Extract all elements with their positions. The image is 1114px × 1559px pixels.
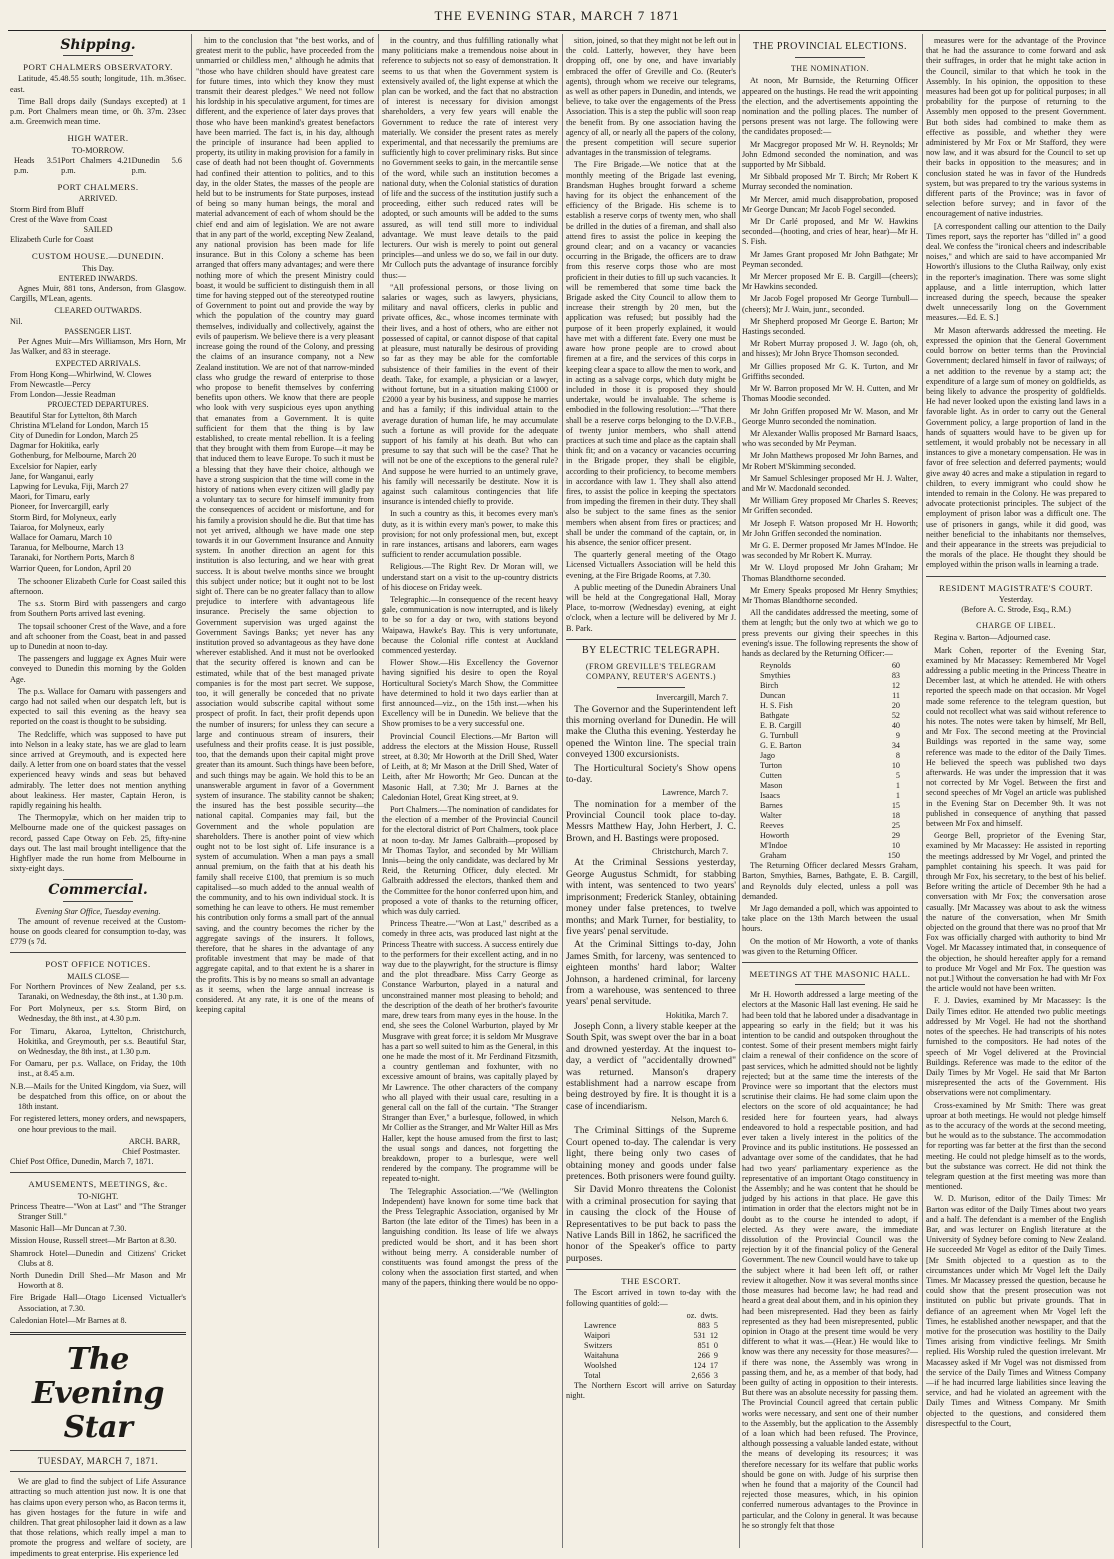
poll-row-value: 1 [895,791,900,801]
mail-item: For Northern Provinces of New Zealand, per s.s. Taranaki, on Wednesday, the 8th inst., at 1.30 p.m. [10,981,186,1002]
poll-row-label: Turton [760,761,782,771]
dateline: TUESDAY, MARCH 7, 1871. [37,1455,159,1466]
post-office-place: Chief Post Office, Dunedin, March 7, 1871. [10,1157,154,1167]
poll-row-label: Graham [760,851,787,861]
shipping-paragraph: The schooner Elizabeth Curle for Coast sailed this afternoon. [10,576,186,596]
port-chalmers-heading: PORT CHALMERS. [57,182,139,193]
sailed-item: Elizabeth Curle for Coast [10,235,94,245]
escort-row-label: Switzers [584,1340,613,1350]
amusements-list [10,1202,186,1326]
escort-total-row [566,1371,736,1381]
departure-item: Gothenburg, for Melbourne, March 20 [10,451,137,461]
amusement-item: Shamrock Hotel—Dunedin and Citizens' Cricket Clubs at 8. [10,1248,186,1268]
escort-total-dwts: 3 [713,1370,718,1380]
shipping-paragraph: The s.s. Storm Bird with passengers and cargo from Southern Ports arrived last evening. [10,599,186,619]
nomination-paragraph: Mr W. Barron proposed Mr W. H. Cutten, and Mr Thomas Moodie seconded. [742,384,918,404]
court-report [926,633,1106,1429]
poll-row-value: 18 [891,811,900,821]
poll-row-label: Cutten [760,771,782,781]
departure-item: Lapwing for Levuka, Fiji, March 27 [10,481,129,491]
departure-item: Pioneer, for Invercargill, early [10,502,109,512]
this-day-label: This Day. [82,263,114,273]
telegram-text: The Criminal Sittings of the Supreme Court opened to-day. The calendar is very light, there being only two cases of obtaining money and goods under false pretences. Both prisoners were found guilty. [566,1125,736,1183]
mails-list [10,982,186,1135]
column-divider [739,34,740,1548]
poll-row-value: 60 [891,661,900,671]
amusement-item: Mission House, Russell street—Mr Barton at 8.30. [10,1236,177,1246]
poll-row [742,771,918,781]
shipping-heading: Shipping. [60,37,136,53]
mails-close-label: MAILS CLOSE— [67,971,129,981]
column-divider [562,34,563,1548]
tide-dunedin: Dunedin 5.6 p.m. [131,155,182,176]
escort-row-value: 266 [697,1350,710,1360]
poll-row [742,681,918,691]
telegram-text: At the Criminal Sittings to-day, John James Smith, for larceny, was sentenced to eighteen months' hard labor; Walter Johnson, a hardened criminal, for larceny from a warehouse, was sentenced to three years' penal servitude. [566,939,736,1008]
nomination-paragraph: Mr Dr Carlé proposed, and Mr W. Hawkins seconded—(hooting, and cries of hear, hear)—Mr H. S. Fish. [742,217,918,247]
telegram-dateline: Hokitika, March 7. [665,1010,728,1020]
amusement-item: Masonic Hall—Mr Duncan at 7.30. [10,1224,127,1234]
poll-row-value: 8 [895,751,900,761]
amusement-item: Fire Brigade Hall—Otago Licensed Victualler's Association, at 7.30. [10,1293,186,1313]
poll-row [742,711,918,721]
news-paragraph: The quarterly general meeting of the Otago Licensed Victuallers Association will be held this evening, at the Fire Brigade Rooms, at 7.30. [566,550,736,580]
telegram-dateline: Lawrence, March 7. [662,788,728,798]
column-shipping [10,36,186,1558]
departure-item: Jane, for Wanganui, early [10,471,94,481]
departure-item: Storm Bird, for Molyneux, early [10,512,117,522]
departure-item: Taiaroa, for Molyneux, early [10,522,105,532]
escort-heading: THE ESCORT. [621,1276,681,1287]
shipping-paragraph: The Redcliffe, which was supposed to have put into Nelson in a leaky state, has we are glad to learn since arrived at Greymouth, and is expected here daily. A letter from one on board states that the vessel experienced heavy winds and seas but behaved admirably. The letter does not mention anything about leakiness. Her master, Captain Heron, is rapidly regaining his health. [10,729,186,811]
postmaster-name: ARCH. BARR, [128,1136,180,1146]
page-masthead: THE EVENING STAR, MARCH 7 1871 [434,8,680,23]
poll-row [742,741,918,751]
poll-row-label: Jago [760,751,776,761]
passenger-label: PASSENGER LIST. [64,326,132,336]
court-paragraph: Cross-examined by Mr Smith: There was great uproar at both meetings. He would not pledge himself as to the accuracy of the words at the second meeting, but he would as to the substance. The accommodation for reporting was far better at the first than the second meeting. He could not pledge himself as to the words, but the substance was correct. He did not think the telegram question at the first meeting was more than mentioned. [926,1100,1106,1192]
entered-label: ENTERED INWARDS. [58,273,138,283]
passenger-text: Per Agnes Muir—Mrs Williamson, Mrs Horn, Mr Jas Walker, and 83 in steerage. [10,337,186,357]
escort-total-label: Total [584,1370,601,1380]
departure-item: Taranaki, for Northern Ports, March 8 [10,553,135,563]
news-paragraph: In such a country as this, it becomes every man's duty, as it is within every man's power, to make this provision; for not only professional men, but, except in rare instances, artisans and laborers, earn wages sufficient to render accumulation possible. [382,509,558,560]
nomination-paragraph: Mr Alexander Wallis proposed Mr Barnard Isaacs, who was seconded by Mr Peyman. [742,428,918,449]
departure-item: Excelsior for Napier, early [10,461,97,471]
nomination-paragraph: Mr Macgregor proposed Mr W. H. Reynolds; Mr John Edmond seconded the nomination, and was supported by Mr Sibbald. [742,139,918,170]
high-water-heading: HIGH WATER. [67,133,129,144]
telegram-text: At the Criminal Sessions yesterday, George Augustus Schmidt, for stabbing with intent, was sentenced to two years' imprisonment; Frederick Stanley, obtaining money under false pretences, to twelve months; and Mark Turner, for bestiality, to five years' penal servitude. [566,857,736,937]
poll-row-label: Isaacs [760,791,781,801]
nomination-paragraph: Mr Mercer, amid much disapprobation, proposed Mr George Duncan; Mr Jacob Fogel seconded. [742,194,918,214]
amusements-heading: AMUSEMENTS, MEETINGS, &c. [28,1179,168,1190]
leader-opening: We are glad to find the subject of Life Assurance attracting so much attention just now. It is one that has claims upon every person who, as Bacon terms it, has given hostages for the future in wife and children. That great philosopher laid it down as a law that those relations, which really impel a man to promote the progress and welfare of society, are impediments to great enterprise. His experience led [10,1477,186,1558]
poll-row [742,781,918,791]
telegram-text: The nomination for a member of the Provincial Council took place to-day. Messrs Matthew Hay, John Herbert, J. C. Brown, and H. Bastings were proposed. [566,798,736,844]
shipping-paragraph: The p.s. Wallace for Oamaru with passengers and cargo had not sailed when our despatch left, but is expected to sail this evening as the heavy sea reported on the coast is thought to be subsiding. [10,686,186,727]
nomination-paragraph: Mr Samuel Schlesinger proposed Mr H. J. Walter, and Mr W. Macdonald seconded. [742,473,918,493]
masonic-paragraph: Mr H. Howorth addressed a large meeting of the electors at the Masonic Hall last evening. He said he had been told that he labored under a disadvantage in appearing so early in the field; but it was his intention to be candid and outspoken throughout the contest. Some of their present members might fairly claim a renewal of their confidence on the score of past services, which he admitted should not be lightly rejected; but at the same time the interests of the Province were so important that the electors must scrutinise their claims. He had some claim upon the electors on the score of old acquaintance; he had resided here for fourteen years, had always endeavored to hold a respectable position, and had ever taken a lively interest in the politics of the Province and its public institutions. He possessed an advantage over some of the candidates, that he had had two years' parliamentary experience as the representative of an important Otago constituency in the Assembly; and he was content that he should be judged by his actions in that place. He gave this intimation in order that the electors might not be in doubt as to the course he intended to adopt, if elected. As they were aware, the immediate dissolution of the Provincial Council was the rejection by it of the financial policy of the General Government. The new Council would have to take up the subject where it had been left off, or rather review it altogether. Now it was several months since those measures had become law; he had read and heard a great deal about them, and in his opinion they had been misrepresented. Had they been as fairly represented as they had been misrepresented, public opinion in Otago at the present time would be very different to what it was.—(Hear.) He would like to know was there any necessity for those measures?—if there was none, the Assembly was wrong in passing them, and he, as a member of that body, had been guilty of acting in opposition to their interests. But there was an absolute necessity for passing them. The Provincial Council agreed that certain public works were necessary, and sent one of their number to the Assembly, but the application to the Assembly of a loan which had been refused. The Province, although possessing a valuable landed estate, without the means of developing its resources; it was therefore necessary for its welfare that public works should be gone on with. Judge of his surprise then when he found that a majority of the Council had rejected those measures, which, in his opinion conferred numerous advantages to the Province in particular, and the Colony in general. It was because he so strongly felt that those [742,990,918,1530]
expected-label: EXPECTED ARRIVALS. [55,359,141,369]
poll-row [742,791,918,801]
tide-port: Port Chalmers 4.21 p.m. [61,155,132,176]
poll-row-label: M'Indoe [760,841,788,851]
escort-table [566,1321,736,1371]
escort-row-value2: 17 [709,1360,718,1370]
nomination-paragraph: Mr Emery Speaks proposed Mr Henry Smythies; Mr Thomas Blandthorne seconded. [742,585,918,605]
cleared-label: CLEARED OUTWARDS. [54,306,142,316]
poll-row [742,691,918,701]
elections-heading: THE PROVINCIAL ELECTIONS. [752,41,908,52]
poll-row [742,671,918,681]
local-news-list [382,36,558,1289]
meeting-continued [926,36,1106,571]
court-paragraph: W. D. Murison, editor of the Daily Times: Mr Barton was editor of the Daily Times about two years and a half. The defendant is a member of the English Bar, and was lecturer on English literature at the University of Sydney before coming to New Zealand. He succeeded Mr Vogel as editor of the Daily Times. [Mr Smith objected to a question as to the circumstances under which Mr Vogel left the Daily Times. Mr Macassey pressed the question, because he could show that the present prosecution was not instituted on public but private grounds. That in defiance of an agreement when Mr Vogel left the Times, he established another newspaper, and that the motive for the prosecution was hostility to the Daily Times arising from vindictive feelings. Mr Smith replied. His Worship ruled the question irrelevant. Mr Macassey asked if Mr Vogel was not dismissed from the service of the Daily Times and Witness Company—if he had incurred large liabilities since leaving the service, and had he violated an agreement with the Daily Times and Witness Company. Mr Smith objected to the questions, and considered them disrespectful to the Court, [926,1194,1106,1428]
poll-row-label: G. Turnbull [760,731,799,741]
escort-row-value2: 12 [709,1330,718,1340]
poll-row [742,751,918,761]
telegram-list [566,693,736,1264]
poll-row [742,801,918,811]
news-paragraph: The Fire Brigade.—We notice that at the monthly meeting of the Brigade last evening, Brandsman Hughes brought forward a scheme having for its object the enhancement of the efficiency of the Brigade. His scheme is to establish a reserve corps of twenty men, who shall be drilled in the duties of a fireman, and shall also attend fires to assist the police in keeping the ground clear; and on a vacancy or vacancies occurring in the Brigade, the officers are to draw from this reserve corps those who are most proficient in their duties to fill up such vacancies. It will be remembered that some time back the Brigade asked the City Council to allow them to increase their strength by 20 men, but the application was refused; but possibly had the purpose of it been properly explained, it would have met with a different fate. Every one must be aware how prone people are to crowd about firemen at a fire, and the services of this corps in keeping clear a space to allow the men to work, and in acting as a salvage corps, which duty might be included in those it is proposed they should undertake, would be invaluable. The scheme is embodied in the following resolution:—"That there shall be a reserve corps belonging to the D.V.F.B., of twenty junior members, who shall attend practices at such time and place as the captain shall think fit; and on a vacancy or vacancies occurring in the Brigade proper, they shall be eligible, according to their proficiency, to become members in accordance with law 1. They shall also attend fires, to assist the police in keeping the spectators from impeding the firemen in their duty. They shall also be subject to the same fines as the senior members when absent from fires or practices; and shall be under the command of the captain, or, in his absence, the senior officer present. [566,160,736,547]
escort-row-label: Waitahuna [584,1350,619,1360]
nomination-paragraph: Mr Joseph F. Watson proposed Mr H. Howorth; Mr John Griffen seconded the nomination. [742,518,918,538]
nomination-list [742,76,918,659]
masthead-rule [8,30,1106,31]
telegram-text: The Governor and the Superintendent left this morning overland for Dunedin. He will make the Clutha this evening. Yesterday he opened the Winton line. The special train conveyed 1300 excursionists. [566,703,736,761]
mail-item: For Port Molyneux, per s.s. Storm Bird, on Wednesday, the 8th inst., at 4.30 p.m. [10,1004,186,1024]
arrived-label: ARRIVED. [78,194,118,204]
news-paragraph: The Telegraphic Association.—"We (Wellington Independent) have known for some time back that the Press Telegraphic Association, organised by Mr Barton (the late editor of the Times) has been in a languishing condition. Its lease of life we always predicted would be short, and it has been short without being merry. A considerable number of constituents was found amongst the press of the colony when the association first started, and when many of the papers, thinking there would be no oppo- [382,1186,558,1288]
poll-row-value: 40 [891,721,900,731]
departure-item: Wallace for Oamaru, March 10 [10,532,112,542]
court-heading: RESIDENT MAGISTRATE'S COURT. [939,582,1093,593]
departure-item: Taranua, for Melbourne, March 13 [10,543,124,553]
nomination-paragraph: Mr G. E. Dermer proposed Mr James M'Indoe. He was seconded by Mr Robert K. Murray. [742,540,918,561]
escort-row-value2: 9 [713,1350,718,1360]
telegram-dateline: Nelson, March 6. [671,1115,728,1125]
poll-row-label: G. E. Barton [760,741,802,751]
nomination-paragraph: Mr Robert Murray proposed J. W. Jago (oh, oh, and hisses); Mr John Bryce Thomson seconded. [742,339,918,359]
poll-row [742,811,918,821]
poll-row-value: 20 [891,701,900,711]
tomorrow-label: TO-MORROW. [71,145,125,155]
poll-row-value: 34 [891,741,900,751]
poll-row-value: 52 [891,711,900,721]
news-paragraph: A public meeting of the Dunedin Abrainers Unal will be held at the Congregational Hall, Moray Place, to-morrow (Wednesday) evening, at eight o'clock, when a lecture will be delivered by Mr J. B. Park. [566,582,736,633]
poll-row-label: H. S. Fish [760,701,793,711]
nomination-paragraph: Mr Mercer proposed Mr E. B. Cargill—(cheers); Mr Hawkins seconded. [742,272,918,292]
fire-brigade-news [566,36,736,634]
escort-intro: The Escort arrived in town to-day with the following quantities of gold:— [566,1288,736,1308]
poll-row-value: 11 [892,691,900,701]
commercial-heading: Commercial. [48,882,148,899]
observatory-heading: PORT CHALMERS OBSERVATORY. [23,62,173,73]
meeting-paragraph: [A correspondent calling our attention to the Daily Times report, says the reporter has "dilled in" a good deal. We confess the "ironical cheers and indescribable noises," and which are said to have accompanied Mr Howorth's illusions to the Clutha Railway, only exist in the reporter's imagination. There was some slight applause, and a little interruption, which latter increased during the speech, because the speaker dwelt unnecessarily long on the Government measures.—Ed. E. S.] [926,221,1106,323]
expected-item: From Hong Kong—Whirlwind, W. Clowes [10,369,152,379]
nomination-paragraph: Mr James Grant proposed Mr John Bathgate; Mr Peyman seconded. [742,249,918,269]
escort-row [566,1331,736,1341]
nomination-paragraph: Mr Jacob Fogel proposed Mr George Turnbull—(cheers); Mr J. Wain, junr., seconded. [742,294,918,314]
news-paragraph: sition, joined, so that they might not be left out in the cold. Latterly, however, they have been dropping off, one by one, and have invariably embraced the offer of Greville and Co. (Reuter's agents), through whom we receive our telegrams, as well as other papers in Dunedin, and intends, we believe, to take over the engagements of the Press Association. This is a step the public will soon reap the benefit from. By one association having the agency of all, or nearly all the papers of the colony, the present competition will secure superior advantages in the transmission of telegrams. [566,36,736,158]
poll-row-label: Barnes [760,801,783,811]
escort-note: The Northern Escort will arrive on Saturday night. [566,1380,736,1401]
poll-row-label: Reeves [760,821,784,831]
news-paragraph: Telegraphic.—In consequence of the recent heavy gale, communication is now interrupted, and is likely to be so for a day or two, with stations beyond Waipawa, Hawke's Bay. This is very unfortunate, because the Colonial rifle contest at Auckland commenced yesterday. [382,594,558,655]
newspaper-title: The Evening Star [32,1341,164,1445]
poll-row-value: 10 [891,841,900,851]
commercial-office: Evening Star Office, Tuesday evening. [35,906,161,916]
meeting-paragraph: measures were for the advantage of the Province that he had the assurance to come forward and ask their suffrages, in order that he might take action in the Council, similar to that which he took in the Assembly. In his opinion, the opposition to these measures had been got up for political purposes; in all probability for the purpose of returning to the Assembly men opposed to the present Government. But both sides had combined to make them as effective as possible, and whether they were administered by Mr Fox or Mr Stafford, they were now law, and it was absurd for the Council to set up their backs in opposition to the measures; and in conclusion stated he was in favor of the Hundreds system, but was prepared to try the various systems in different parts of the Province; was in favor of selection before survey; and in favor of the encouragement of native industries. [926,36,1106,219]
tonight-label: TO-NIGHT. [77,1191,119,1201]
departure-item: Christina M'Leland for London, March 15 [10,420,149,430]
shipping-paragraph: The Thermopylæ, which on her maiden trip to Melbourne made one of the quickest passages on record, passed Cape Otway on Feb. 25, fifty-nine days out. The last mail brought intelligence that the Highflyer made the run home from Melbourne in sixty-eight days. [10,813,186,874]
poll-row [742,701,918,711]
poll-row [742,661,918,671]
expected-item: From London—Jessie Readman [10,390,116,400]
column-local-news [382,36,558,1548]
column-divider [922,34,923,1548]
poll-row-value: 1 [895,781,900,791]
poll-row-label: Smythies [760,671,791,681]
commercial-text: The amount of revenue received at the Custom-house on goods cleared for consumption to-day, was £779 (s 7d. [10,916,186,947]
amusement-item: North Dunedin Drill Shed—Mr Mason and Mr Howorth at 8. [10,1270,186,1291]
poll-row [742,841,918,851]
telegram-text: The Horticultural Society's Show opens to-day. [566,762,736,786]
nomination-paragraph: Mr John Griffen proposed Mr W. Mason, and Mr George Munro seconded the nomination. [742,406,918,426]
escort-row-value2: 5 [713,1320,718,1330]
projected-list [10,411,186,574]
poll-row-label: Bathgate [760,711,790,721]
poll-row [742,851,918,861]
column-divider [378,34,379,1548]
meeting-paragraph: Mr Mason afterwards addressed the meeting. He expressed the opinion that the General Government could borrow on better terms than the Provincial Government; declared himself in favor of railways; of a net addition to the revenue by a stamp act; the expenditure of a large sum of money on goldfields, as being likely to advance the prosperity of goldfields. He had never looked upon the existing land laws in a favorable light. As in order to carry out the General Government policy, a large proportion of land in the hands of squatters would have to be given up for settlement, it would probably not be necessary in all instances to give a monetary compensation. He was in favor of free selection and deferred payments; would give away 40 acres and make a stipulation in regard to children, to every immigrant who could show he intended to remain in the Colony. He was prepared to advocate protectionist principles. The subject of the employment of prison labor was a difficult one. The use of prisoners in gangs, while it did good, was neither beneficial to the inhabitants nor themselves, and their appearance in the streets was prejudicial to the morals of the place. He thought they should be employed within the prison walls in learning a trade. [926,325,1106,570]
news-paragraph: Religious.—The Right Rev. Dr Moran will, we understand start on a visit to the up-country districts of his diocese on Friday week. [382,562,558,592]
charge-label: CHARGE OF LIBEL. [976,621,1056,631]
mail-item: For Timaru, Akaroa, Lyttelton, Christchurch, Hokitika, and Greymouth, per s.s. Beautiful Star, on Wednesday, the 8th inst., at 1.30 p.m. [10,1026,186,1057]
escort-row [566,1341,736,1351]
escort-units [566,1311,736,1321]
expected-list [10,370,186,401]
unit-oz: oz. [686,1310,697,1320]
poll-row-label: Howorth [760,831,790,841]
column-divider [191,34,192,1548]
escort-row-value: 883 [697,1320,710,1330]
column-elections [742,36,918,1548]
telegraph-subheading: (FROM GREVILLE'S TELEGRAM COMPANY, REUTER'S AGENTS.) [585,661,717,682]
telegram-dateline: Christchurch, March 7. [652,847,728,857]
escort-row-label: Waipori [584,1330,611,1340]
masonic-report [742,990,918,1531]
outcome-paragraph: On the motion of Mr Howorth, a vote of thanks was given to the Returning Officer. [742,936,918,956]
poll-row-label: Mason [760,781,783,791]
escort-row [566,1361,736,1371]
unit-dwts: dwts. [700,1310,718,1320]
poll-row [742,731,918,741]
shipping-paragraph: The passengers and luggage ex Agnes Muir were conveyed to Dunedin this morning by the Golden Age. [10,654,186,684]
court-paragraph: Mark Cohen, reporter of the Evening Star, examined by Mr Macassey: Remembered Mr Vogel addressing a public meeting in the Princess Theatre in December last, at which he attended. He with others reported the speech made on that occasion. Mr Vogel made some reference to the telegram question, but could not recollect what was said without reference to his notes. The notes were taken by himself, Mr Bell, and Mr Fox. The second meeting at the Provincial Buildings was reported in the same way, some reference was made to the editor of the Daily Times. He believed the speech was published two days afterwards. He was under the impression that it was not corrected by Mr Vogel. Between the first and second speeches of Mr Vogel an article was published in the Evening Star on December 9th. It was not published in consequence of anything that passed between Mr Fox and himself. [926,645,1106,829]
arrived-item: Storm Bird from Bluff [10,204,84,214]
poll-row-value: 10 [891,761,900,771]
departure-item: Dagmar for Hokitika, early [10,441,100,451]
poll-row [742,761,918,771]
news-paragraph: Port Chalmers.—The nomination of candidates for the election of a member of the Provincial Council for the electoral district of Port Chalmers, took place at noon to-day. Mr James Galbraith—proposed by Mr Thomas Taylor, and seconded by Mr William Innis—being the only candidate, was declared by Mr Reid, the Returning Officer, duly elected. Mr Galbraith addressed the electors, thanked them and the Committee for the honor conferred upon him, and proposed a vote of thanks to the returning officer, which was duly carried. [382,805,558,917]
news-paragraph: Provincial Council Elections.—Mr Barton will address the electors at the Mission House, Russell street, at 8.30; Mr Howorth at the Drill Shed, Water of Leith, at 8; Mr Mason at the Drill Shed, Water of Leith, after Mr Howorth; Mr Geo. Duncan at the Masonic Hall, at 7.30; Mr J. Barnes at the Caledonian Hotel, Great King street, at 9. [382,731,558,802]
telegraph-heading: BY ELECTRIC TELEGRAPH. [582,644,720,656]
court-paragraph: George Bell, proprietor of the Evening Star, examined by Mr Macassey: He assisted in reporting the meetings addressed by Mr Vogel, and printed the pamphlet containing his speech. It was paid for through Mr Fox, his secretary, to the best of his belief. Before writing the article of December 9th he had a conversation with Mr Fox; the conversation arose casually. [Mr Macassey was about to ask the witness the nature of the conversation, when Mr Smith objected on the ground that there was no proof that Mr Fox was officially charged with authority to bind Mr Vogel. Mr Macassey intimated that, in consequence of the objection, he should hereafter apply for a remand to produce Mr Vogel and Mr Fox. The question was not put.] Without the conversation he had with Mr Fox the article would not have been written. [926,831,1106,994]
poll-row [742,831,918,841]
customs-heading: CUSTOM HOUSE.—DUNEDIN. [31,251,165,262]
leader-paragraph: him to the conclusion that "the best works, and of greatest merit to the public, have proceeded from the unmarried or childless men," although he admits that "those who have children should have greatest care for future times, into which they know they must transmit their dearest pledges." We need not follow his lordship in his speculative argument, for times are different, and the experience of later days proves that those who have been mankind's greatest benefactors have been married. The fact is, in his day, although the principle of insurance had been applied to property, its utility in making provision for a family in case of death had not been thought of. Governments had confined their attention to politics, and to this day, in the older States, the masses of the people are held but to be instruments for State purposes, instead of being so many human beings, the moral and material advancement of each of whom should be the chief end and aim of legislation. We are not aware that in any part of the world, excepting New Zealand, any national provision has been made for life insurance. But in this Colony a scheme has been arranged that offers many advantages; and were there nothing more of which the present Ministry could boast, it would be sufficient to distinguish them in all time for having stepped out of the stereotyped routine of Government to point out and provide the way by which the population of the country may guard themselves, individually and collectively, against the evils of pauperism. We believe there is a very pleasant increase going the round of the Colony, and pressing the claims of an insurance company, not a New Zealand institution. We are not of that narrow-minded class who grudge the reward of enterprise to those who propose to benefit themselves by conferring benefits upon others. We know that there are people who look with very suspicious eyes upon anything that emanates from a Government. It is quite sufficient for them that the thing is by law established, to create mental rebellion. It is a feeling that they brought with them from Europe—it may be that induced them to leave Europe. To such it must be a blessing that they have their choice, although we have a strong suspicion that the time will come in the history of nations when every citizen will gladly pay a voluntary tax to secure for himself immunity from the consequences of accident or misfortune, and for his family a provision should he die. But that time has not yet arrived, although we have made one step towards it in our Government Insurance and Annuity system. In another direction an agent for this institution is also lecturing, and we hear with great success. It is about twelve months since we brought this subject under notice; but it ought not to be lost sight of. There can be no greater fallacy than to allow prejudice to interfere with advantageous life insurance. Precisely the same objection to Government supervision was urged against the Government Savings Banks; yet never has any institution proved so advantageous as they have done wherever established. And it must not be overlooked that the security offered is known and can be estimated, while that of the best managed private companies is for the most part secret. We suppose, too, it will generally be conceded that no private association would subscribe capital without some prospect of profit. In fact, their profit depends upon the number of insurers; for unless they can secure a large and continuous stream of insurers, their usefulness and their profits cease. It is just possible, too, that the demands upon their capital might prove greater than its amount. Such things have been before, and such things may be again. We hold this to be an unanswerable argument in favor of a Government system of insurance. The stability cannot be shaken; the insured has the best possible security—the national capital. Companies may fail, but the Government and the whole population are shareholders. There is another point of view which ought not to be lost sight of. Life insurance is a system of accumulation. When a man pays a small annual premium, on the faith that at his death his family shall receive £100, that premium is so much capitalised—so much added to the annual wealth of the community, and to his own individual stock. It is something he can leave to others. He must remember his contribution only forms a small part of the annual saving, and the country becomes the richer by the aggregate savings of the insurers. It follows, therefore, that he shares in the advantage of any profitable investment that may be made of that aggregate capital, and to that extent he is a sharer in the profits. This is by no means so small an advantage as it seems, when the large annual increase is considered. At any rate, it is one of the means of keeping capital [196,36,374,1015]
telegram-dateline: Invercargill, March 7. [656,693,728,703]
poll-row-label: Duncan [760,691,786,701]
escort-row-value2: 0 [713,1340,718,1350]
poll-row-value: 9 [895,731,900,741]
poll-row-label: E. B. Cargill [760,721,802,731]
shipping-paragraph: The topsail schooner Crest of the Wave, and a fore and aft schooner from the Coast, beat in and passed up to Dunedin at noon to-day. [10,621,186,651]
escort-row-label: Lawrence [584,1320,617,1330]
escort-total-oz: 2,656 [691,1370,710,1380]
column-telegraph [566,36,736,1548]
news-paragraph: Princess Theatre.—"Won at Last," described as a comedy in three acts, was produced last night at the Princess Theatre with success. A success entirely due to the performers for their excellent acting, and in no way due to the playwright, for the structure is flimsy and the plot threadbare. Miss Carry George as Constance Warburton, played in a natural and unconstrained manner most pleasing to behold; and the description of the death of her brother's favourite mare, drew tears from many eyes in the house. In the end, she sees the Colonel Warburton, played by Mr Musgrave with great force; it is seldom Mr Musgrave has a part so well suited to him as the General, in this one he made the most of it. Mr Ferdinand Fitzsmith, a country gentleman and foxhunter, with no excessive amount of brains, was capitally played by Mr Lawrence. The other characters of the company who all played with their usual care, resulting in a general call on the fall of the curtain. "The Stranger Stranger than Ever," a burlesque, followed, in which Mr Collier as the Stranger, and Mr Walter Hill as Mrs Haller, kept the house amused from the first to last; the usual songs and dances, not forgetting the breakdown, proper to a burlesque, were well rendered by the company. The programme will be repeated to-night. [382,919,558,1184]
escort-row-value: 851 [697,1340,710,1350]
column-leader [196,36,374,1548]
poll-row-value: 15 [891,801,900,811]
court-paragraph: F. J. Davies, examined by Mr Macassey: Is the Daily Times editor. He attended two public meetings addressed by Mr Vogel. He had not the shorthand notes of the speeches. He had transcripts of his notes furnished to the compositors. He had notes of the speech of Mr Vogel delivered at the Provincial Buildings. Reference was made to the editor of the Daily Times by Mr Vogel. He said that Mr Barton misrepresented the acts of the Government. His observations were not complimentary. [926,996,1106,1098]
poll-row-label: Birch [760,681,779,691]
nomination-paragraph: Mr William Grey proposed Mr Charles S. Reeves; Mr Griffen seconded. [742,496,918,516]
sailed-label: SAILED [83,225,113,235]
poll-row [742,721,918,731]
cleared-text: Nil. [10,316,23,326]
nomination-paragraph: At noon, Mr Burnside, the Returning Officer appeared on the hustings. He read the writ appointing the election, and the advertisements appointing the nomination and the polling places. The number of persons present was not large. The following were the candidates proposed:— [742,76,918,137]
escort-row [566,1321,736,1331]
show-of-hands-table [742,661,918,861]
projected-label: PROJECTED DEPARTURES. [47,400,149,410]
mail-item: For Oamaru, per p.s. Wallace, on Friday, the 10th inst., at 8.45 a.m. [10,1059,186,1079]
escort-row-label: Woolshed [584,1360,617,1370]
poll-row-label: Walter [760,811,782,821]
nomination-subheading: THE NOMINATION. [790,64,870,74]
poll-row [742,821,918,831]
news-paragraph: in the country, and thus fulfilling rationally what many politicians make a tremendous noise about in reference to subjects not so easy of demonstration. It seems to us that when the Government system is extensively availed of, the light expense at which the plan can be worked, and the fact that no abstraction of interest is necessary for division amongst shareholders, a very few years will enable the Government to reduce the rate of interest very materially. We consider the present rates as merely experimental, and that necessarily the premiums are sufficiently high to cover preliminary risks. But since no Government seeks to gain, in the mercantile sense of the word, while such an institution becomes a national duty, when the Colonial statistics of duration of life and the success of the institution justify such a proceeding, either such reduced rates will be adopted, or such amounts will be added to the sums assured, as will tend still more to individual advantage. We must leave details to the paid lecturers. Our wish is merely to point out general principles—and unless we do so, we fail in our duty. Mr Culloch puts the advantage of insurance forcibly thus:— [382,36,558,280]
poll-row-value: 29 [891,831,900,841]
column-court [926,36,1106,1548]
poll-row-value: 25 [891,821,900,831]
poll-row-value: 150 [887,851,900,861]
tide-heads: Heads 3.51 p.m. [14,155,62,176]
mail-item: For registered letters, money orders, and newspapers, one hour previous to the mail. [10,1114,186,1134]
post-office-heading: POST OFFICE NOTICES. [45,959,151,970]
poll-row-label: Reynolds [760,661,791,671]
arrived-item: Crest of the Wave from Coast [10,214,108,224]
nomination-paragraph: All the candidates addressed the meeting, some of them at length; but the only two at which we go to press prevents our giving their speeches in this evening's issue. The following represents the show of hands as declared by the Returning Officer:— [742,608,918,658]
shipping-news [10,577,186,875]
election-outcome [742,861,918,957]
amusement-item: Princess Theatre—"Won at Last" and "The Stranger Stranger Still." [10,1201,186,1221]
telegram-text: Sir David Monro threatens the Colonist with a criminal prosecution for saying that in causing the clock of the House of Representatives to be put back to pass the Native Lands Bill in 1862, he sacrificed the honor of the Speaker's office to party purposes. [566,1184,736,1264]
telegram-text: Joseph Conn, a livery stable keeper at the South Spit, was swept over the bar in a boat and drowned yesterday. At the inquest to-day, a verdict of "accidentally drowned" was returned. Manson's drapery establishment had a narrow escape from being destroyed by fire. It is thought it is a case of incendiarism. [566,1020,736,1112]
poll-row-value: 12 [891,681,900,691]
nomination-paragraph: Mr John Matthews proposed Mr John Barnes, and Mr Robert M'Skimming seconded. [742,451,918,471]
news-paragraph: Flower Show.—His Excellency the Governor having signified his desire to open the Royal Horticultural Society's March Show, the Committee have determined to hold it two days earlier than at first announced—viz., on the 15th inst.—when his Excellency will be in Dunedin. We believe that the Show promises to be a very successful one. [382,658,558,729]
masonic-heading: MEETINGS AT THE MASONIC HALL. [749,969,911,979]
tide-times [10,156,186,176]
poll-row-value: 83 [891,671,900,681]
poll-row-value: 5 [895,771,900,781]
departure-item: Beautiful Star for Lyttelton, 8th March [10,410,137,420]
nomination-paragraph: Mr Gillies proposed Mr G. K. Turton, and Mr Griffiths seconded. [742,361,918,381]
outcome-paragraph: The Returning Officer declared Messrs Graham, Barton, Smythies, Barnes, Bathgate, E. B. Cargill, and Reynolds duly elected, unless a poll was demanded. [742,861,918,901]
departure-item: City of Dunedin for London, March 25 [10,430,139,440]
mail-item: N.B.—Mails for the United Kingdom, via Suez, will be despatched from this office, on or about the 18th instant. [10,1081,186,1112]
postmaster-title: Chief Postmaster. [122,1146,180,1156]
nomination-paragraph: Mr Shepherd proposed Mr George E. Barton; Mr Hastings seconded. [742,316,918,337]
observatory-text: Latitude, 45.48.55 south; longitude, 11h. m.36sec. east. [10,74,186,94]
nomination-paragraph: Mr Sibbald proposed Mr T. Birch; Mr Robert K Murray seconded the nomination. [742,172,918,192]
nomination-paragraph: Mr W. Lloyd proposed Mr John Graham; Mr Thomas Blandthorne seconded. [742,563,918,583]
time-ball-text: Time Ball drops daily (Sundays excepted) at 1 p.m. Port Chalmers mean time, or 0h. 37m. 23sec a.m. Greenwich mean time. [10,96,186,127]
escort-row-value: 124 [693,1360,706,1370]
expected-item: From Newcastle—Percy [10,379,91,389]
departure-item: Maori, for Timaru, early [10,492,90,502]
departure-item: Warrior Queen, for London, April 20 [10,563,131,573]
news-paragraph: "All professional persons, or those living on salaries or wages, such as lawyers, physicians, military and naval officers, clerks in public and private offices, &c., whose incomes terminate with their lives, and a host of others, who are either not possessed of capital, or cannot dispose of that capital at pleasure, must naturally be desirous of providing so far as they may be able for the comfortable subsistence of their families in the event of their death. Take, for example, a physician or a lawyer, without fortune, but in a situation making £1000 or £2000 a year by his business, and suppose he marries and has a family; if this individual attain to the average duration of human life, he may accumulate such a fortune as will provide for the adequate support of his family at his death. But who can presume to say that such will be the case? That he will not be one of the exceptions to the general rule? And suppose he were hurried to an untimely grave, his family will necessarily be destitute. Now it is against such calamitous contingencies that life insurance is intended chiefly to provide. [382,282,558,507]
outcome-paragraph: Mr Jago demanded a poll, which was appointed to take place on the 13th March between the usual hours. [742,903,918,934]
escort-row [566,1351,736,1361]
court-paragraph: Regina v. Barton—Adjourned case. [934,633,1051,643]
amusement-item: Caledonian Hotel—Mr Barnes at 8. [10,1315,127,1325]
court-before: (Before A. C. Strode, Esq., R.M.) [961,604,1071,614]
court-day: Yesterday. [999,594,1033,604]
entered-text: Agnes Muir, 881 tons, Anderson, from Glasgow. Cargills, M'Lean, agents. [10,284,186,304]
escort-row-value: 531 [693,1330,706,1340]
